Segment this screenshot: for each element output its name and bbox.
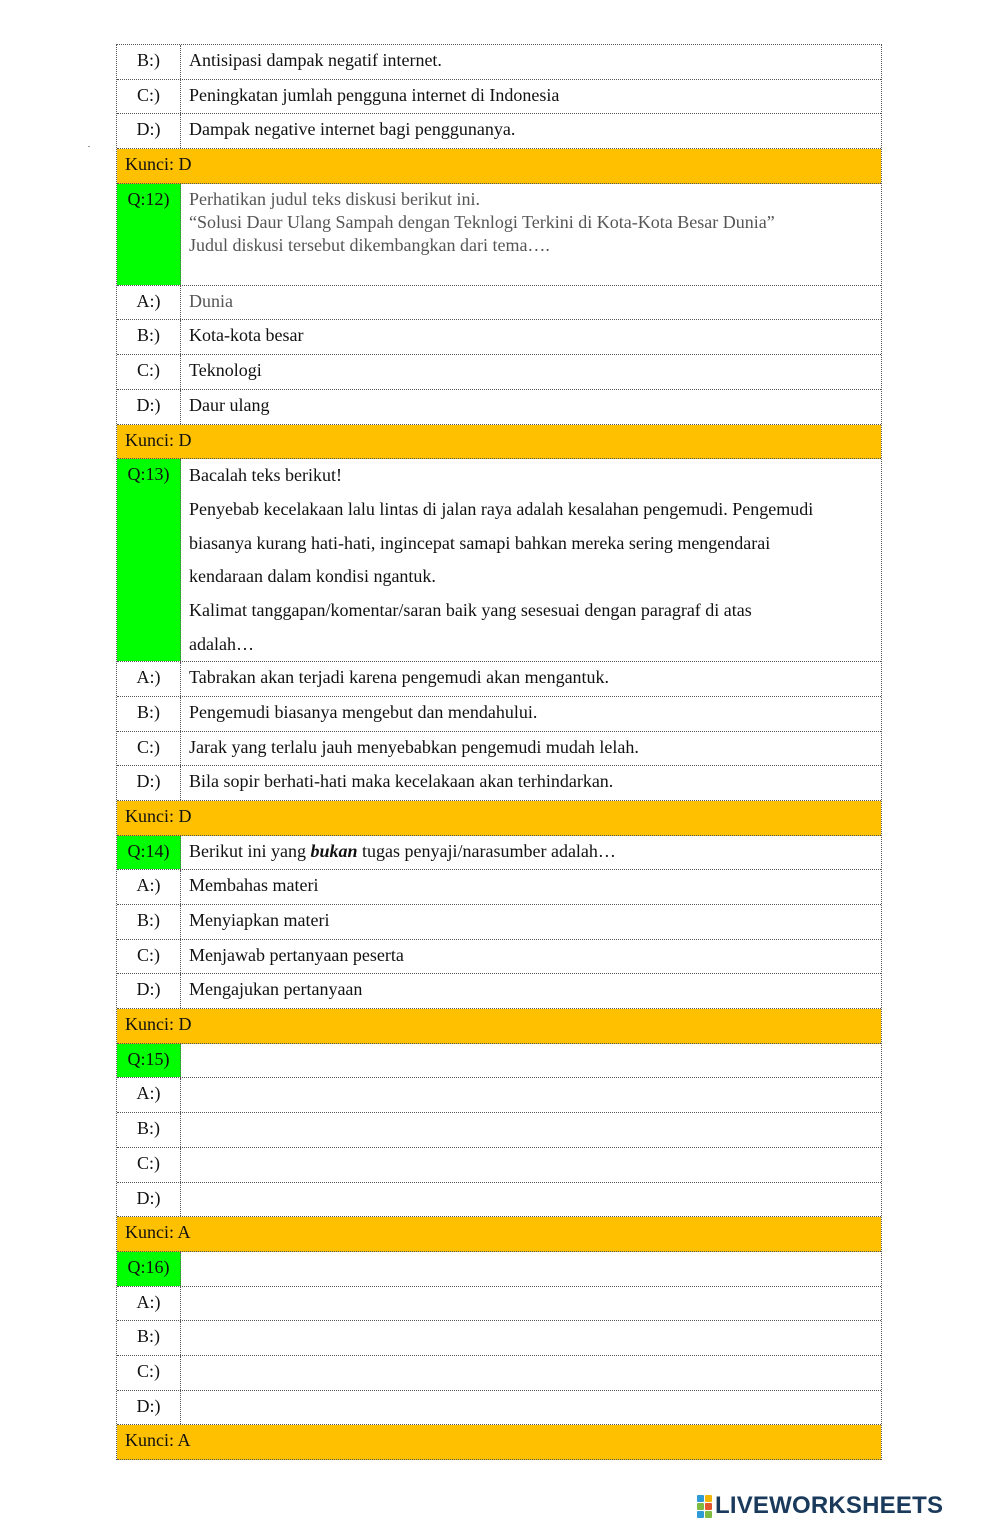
option-row (117, 766, 881, 801)
answer-option[interactable]: Dampak negative internet bagi penggunanya. (189, 119, 516, 140)
question-line: Perhatikan judul teks diskusi berikut ini. (189, 188, 480, 209)
question-row-15 (117, 1044, 881, 1079)
answer-key: Kunci: D (117, 801, 881, 836)
option-row (117, 870, 881, 905)
option-row (117, 1391, 881, 1426)
worksheet-table (116, 44, 882, 1460)
answer-option[interactable] (181, 1287, 881, 1321)
brand-name: LIVEWORKSHEETS (715, 1492, 944, 1519)
option-row (117, 286, 881, 321)
answer-key: Kunci: D (117, 1009, 881, 1044)
liveworksheets-brand (697, 1491, 943, 1521)
question-text (181, 1252, 881, 1286)
answer-option[interactable] (181, 1356, 881, 1390)
option-label: B:) (117, 1113, 181, 1147)
question-line: Kalimat tanggapan/komentar/saran baik yang sesesuai dengan paragraf di atas (189, 600, 752, 620)
option-row (117, 905, 881, 940)
option-row (117, 114, 881, 149)
question-text (181, 836, 881, 870)
answer-option[interactable]: Pengemudi biasanya mengebut dan mendahului. (189, 701, 538, 722)
answer-key: Kunci: A (117, 1217, 881, 1252)
option-label: A:) (117, 1078, 181, 1112)
answer-option[interactable] (181, 1148, 881, 1182)
answer-option[interactable]: Mengajukan pertanyaan (189, 979, 363, 1000)
option-label: C:) (117, 940, 181, 974)
answer-option[interactable] (181, 1113, 881, 1147)
question-number: Q:13) (117, 459, 181, 661)
option-row (117, 697, 881, 732)
option-row (117, 662, 881, 697)
option-row (117, 732, 881, 767)
question-line: Bacalah teks berikut! (189, 465, 342, 486)
answer-key: Kunci: D (117, 425, 881, 460)
option-label: D:) (117, 766, 181, 800)
option-row (117, 355, 881, 390)
answer-key: Kunci: D (117, 149, 881, 184)
option-label: B:) (117, 697, 181, 731)
option-row (117, 80, 881, 115)
answer-option[interactable]: Teknologi (189, 360, 262, 381)
option-row (117, 940, 881, 975)
option-row (117, 974, 881, 1009)
option-row (117, 1148, 881, 1183)
option-label: A:) (117, 286, 181, 320)
option-label: D:) (117, 390, 181, 424)
liveworksheets-logo-icon (697, 1495, 712, 1518)
option-label: C:) (117, 1148, 181, 1182)
question-text (181, 1044, 881, 1078)
answer-option[interactable]: Menyiapkan materi (189, 910, 330, 930)
option-label: A:) (117, 1287, 181, 1321)
answer-option[interactable]: Peningkatan jumlah pengguna internet di Indonesia (189, 84, 560, 105)
question-number: Q:16) (117, 1252, 181, 1286)
question-number: Q:15) (117, 1044, 181, 1078)
option-label: A:) (117, 870, 181, 904)
answer-option[interactable]: Membahas materi (189, 875, 319, 896)
answer-option[interactable]: Jarak yang terlalu jauh menyebabkan pengemudi mudah lelah. (189, 736, 639, 757)
answer-key: Kunci: A (117, 1425, 881, 1460)
question-line: biasanya kurang hati-hati, ingincepat samapi bahkan mereka sering mengendarai (189, 532, 771, 553)
option-label: C:) (117, 355, 181, 389)
answer-option[interactable]: Antisipasi dampak negatif internet. (189, 50, 442, 70)
answer-option[interactable]: Daur ulang (189, 394, 270, 415)
option-row (117, 45, 881, 80)
question-line: Judul diskusi tersebut dikembangkan dari tema…. (189, 234, 550, 255)
option-label: D:) (117, 1183, 181, 1217)
option-label: B:) (117, 320, 181, 354)
option-row (117, 320, 881, 355)
question-text (181, 184, 881, 285)
answer-option[interactable]: Tabrakan akan terjadi karena pengemudi akan mengantuk. (189, 667, 610, 688)
margin-mark (88, 146, 90, 147)
question-row-12 (117, 184, 881, 286)
answer-option[interactable] (181, 1391, 881, 1425)
option-label: D:) (117, 114, 181, 148)
answer-option[interactable] (181, 1321, 881, 1355)
option-row (117, 1078, 881, 1113)
question-text-start: Berikut ini yang (189, 840, 311, 861)
emphasis-word: bukan (310, 840, 358, 861)
option-row (117, 1113, 881, 1148)
option-row (117, 1321, 881, 1356)
question-line: Penyebab kecelakaan lalu lintas di jalan raya adalah kesalahan pengemudi. Pengemudi (189, 498, 814, 519)
question-text (181, 459, 881, 661)
question-row-14 (117, 836, 881, 871)
option-label: B:) (117, 1321, 181, 1355)
question-row-16 (117, 1252, 881, 1287)
question-number: Q:14) (117, 836, 181, 870)
answer-option[interactable]: Menjawab pertanyaan peserta (189, 944, 404, 965)
option-label: C:) (117, 80, 181, 114)
question-text-end: tugas penyaji/narasumber adalah… (357, 840, 616, 861)
question-number: Q:12) (117, 184, 181, 285)
question-line: adalah… (189, 633, 254, 654)
option-row (117, 1287, 881, 1322)
option-label: D:) (117, 1391, 181, 1425)
option-label: B:) (117, 905, 181, 939)
answer-option[interactable] (181, 1078, 881, 1112)
question-row-13 (117, 459, 881, 662)
option-row (117, 390, 881, 425)
option-label: B:) (117, 45, 181, 79)
answer-option[interactable]: Bila sopir berhati-hati maka kecelakaan akan terhindarkan. (189, 771, 614, 792)
option-row (117, 1356, 881, 1391)
answer-option[interactable]: Kota-kota besar (189, 325, 304, 346)
question-line: kendaraan dalam kondisi ngantuk. (189, 566, 436, 587)
option-label: C:) (117, 732, 181, 766)
option-label: A:) (117, 662, 181, 696)
question-line: “Solusi Daur Ulang Sampah dengan Teknlogi Terkini di Kota-Kota Besar Dunia” (189, 211, 775, 232)
answer-option[interactable]: Dunia (189, 290, 233, 311)
option-label: C:) (117, 1356, 181, 1390)
option-label: D:) (117, 974, 181, 1008)
option-row (117, 1183, 881, 1218)
answer-option[interactable] (181, 1183, 881, 1217)
